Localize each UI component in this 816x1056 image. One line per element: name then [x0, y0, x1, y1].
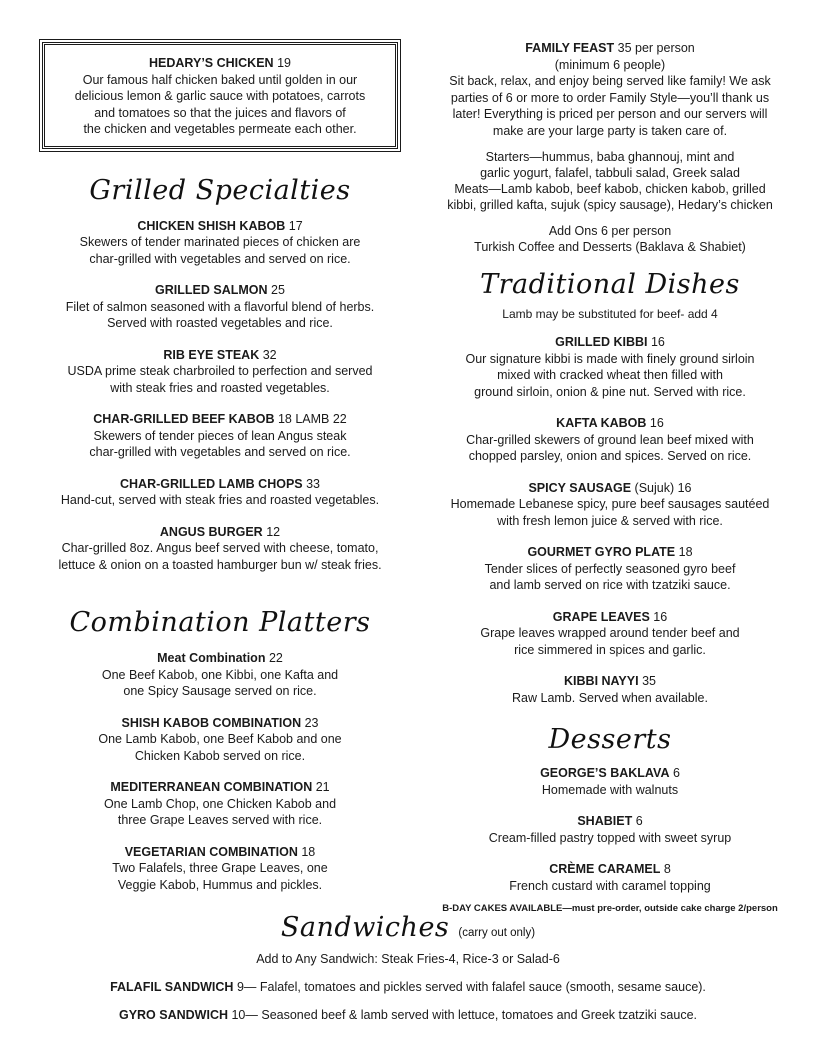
menu-item	[40, 282, 400, 332]
menu-item	[40, 844, 400, 894]
menu-item	[40, 476, 400, 509]
menu-item-description: Char-grilled 8oz. Angus beef served with cheese, tomato, lettuce & onion on a toasted hamburger bun w/ steak fries.	[58, 541, 382, 572]
menu-item-name: VEGETARIAN COMBINATION	[124, 844, 298, 859]
menu-item	[420, 334, 800, 400]
right-column	[420, 40, 800, 916]
menu-item-price: 16	[649, 416, 664, 430]
menu-item-name: GRILLED SALMON	[155, 283, 268, 297]
family-feast-description: Sit back, relax, and enjoy being served like family! We ask parties of 6 or more to order Family Style—you’ll thank us later! Everything is priced per person and our servers will make are your large party is taken care of.	[449, 74, 771, 138]
menu-item-price: 16	[653, 609, 668, 624]
menu-item-description: Two Falafels, three Grape Leaves, one Veggie Kabob, Hummus and pickles.	[112, 861, 328, 892]
menu-item-price: 16	[650, 335, 665, 349]
menu-item-description: Cream-filled pastry topped with sweet syrup	[488, 830, 732, 845]
family-feast-price: 35 per person	[617, 41, 695, 55]
sandwich-item-description: 10— Seasoned beef & lamb served with lettuce, tomatoes and Greek tzatziki sauce.	[231, 1008, 698, 1022]
menu-item-description: Char-grilled skewers of ground lean beef mixed with chopped parsley, onion and spices. Served on rice.	[466, 432, 754, 463]
menu-item-name: CHAR-GRILLED BEEF KABOB	[93, 412, 275, 426]
menu-item	[420, 861, 800, 894]
menu-item-description: Homemade with walnuts	[541, 782, 679, 797]
featured-item-name: HEDARY’S CHICKEN	[149, 56, 274, 70]
menu-item-name: CHAR-GRILLED LAMB CHOPS	[119, 476, 303, 491]
menu-item-description: Tender slices of perfectly seasoned gyro beef and lamb served on rice with tzatziki sauce.	[484, 561, 736, 592]
family-feast-name: FAMILY FEAST	[525, 41, 615, 55]
section-heading-grilled: Grilled Specialties	[89, 174, 351, 206]
menu-item-description: USDA prime steak charbroiled to perfection and served with steak fries and roasted vegetables.	[67, 364, 373, 395]
section-heading-combination: Combination Platters	[69, 607, 371, 638]
menu-item-price: 6	[635, 814, 643, 828]
menu-item-price: 33	[306, 476, 321, 491]
menu-item-name: SHISH KABOB COMBINATION	[121, 715, 302, 730]
menu-item-description: One Beef Kabob, one Kibbi, one Kafta and one Spicy Sausage served on rice.	[101, 667, 339, 698]
featured-item-box	[42, 42, 398, 149]
menu-item-price: 22	[268, 651, 283, 665]
menu-item	[420, 765, 800, 798]
section-heading-desserts: Desserts	[548, 724, 672, 755]
menu-item-description: One Lamb Kabob, one Beef Kabob and one Chicken Kabob served on rice.	[98, 732, 342, 763]
section-heading-sandwiches	[40, 912, 776, 943]
menu-item-price: 18	[678, 545, 693, 559]
menu-item	[420, 609, 800, 659]
grilled-items-list	[40, 218, 400, 574]
menu-item	[40, 650, 400, 700]
menu-item-name: KAFTA KABOB	[556, 416, 647, 430]
combination-items-list	[40, 650, 400, 893]
menu-item-description: Our signature kibbi is made with finely ground sirloin mixed with cracked wheat then filled with ground sirloin, onion & pine nut. Served with rice.	[465, 351, 755, 399]
menu-item-name: RIB EYE STEAK	[163, 347, 260, 362]
featured-item-description: Our famous half chicken baked until golden in our delicious lemon & garlic sauce with potatoes, carrots and tomatoes so that the juices and flavors of the chicken and vegetables permeate each other.	[74, 72, 366, 136]
menu-item-name: Meat Combination	[157, 651, 266, 665]
menu-item-name: KIBBI NAYYI	[564, 674, 639, 688]
sandwich-item-description: 9— Falafel, tomatoes and pickles served with falafel sauce (smooth, sesame sauce).	[236, 980, 706, 994]
sandwich-item	[40, 1007, 776, 1023]
sandwich-item-name: GYRO SANDWICH	[118, 1008, 228, 1022]
menu-item-price: 17	[288, 218, 303, 233]
menu-item	[420, 673, 800, 706]
menu-item	[420, 415, 800, 465]
menu-item-price: 18 LAMB 22	[277, 412, 347, 426]
sandwiches-title: Sandwiches	[280, 912, 450, 943]
menu-item-price: 32	[262, 347, 277, 362]
menu-item-name: CHICKEN SHISH KABOB	[137, 218, 286, 233]
menu-item-description: Filet of salmon seasoned with a flavorful blend of herbs. Served with roasted vegetables and rice.	[65, 299, 375, 330]
menu-item-price: 6	[672, 766, 680, 780]
menu-item	[40, 524, 400, 574]
menu-item-description: French custard with caramel topping	[509, 878, 711, 893]
menu-item	[40, 347, 400, 397]
menu-item-price: 16	[677, 480, 692, 495]
featured-item-price: 19	[277, 56, 291, 70]
menu-item-name: ANGUS BURGER	[159, 524, 263, 539]
family-feast-addons: Add Ons 6 per person Turkish Coffee and Desserts (Baklava & Shabiet)	[474, 224, 746, 254]
sandwich-item-name: FALAFIL SANDWICH	[110, 980, 234, 994]
menu-item-name: CRÈME CARAMEL	[549, 862, 661, 876]
menu-item	[420, 480, 800, 530]
menu-item-price: 8	[663, 862, 671, 876]
traditional-note: Lamb may be substituted for beef- add 4	[502, 307, 718, 321]
menu-item-name: MEDITERRANEAN COMBINATION	[110, 780, 313, 794]
menu-item-price: 25	[271, 283, 285, 297]
menu-item	[40, 715, 400, 765]
menu-item	[40, 779, 400, 829]
menu-item	[40, 411, 400, 461]
traditional-items-list	[420, 334, 800, 706]
menu-item-name: GOURMET GYRO PLATE	[527, 545, 676, 559]
menu-item-price: 23	[304, 715, 319, 730]
menu-item-price: 21	[315, 780, 330, 794]
menu-item-price: 18	[301, 844, 316, 859]
menu-item-description: Raw Lamb. Served when available.	[512, 690, 708, 705]
menu-item-name: GRAPE LEAVES	[552, 609, 650, 624]
menu-item-name: SPICY SAUSAGE	[528, 480, 632, 495]
bday-cakes-note: B-DAY CAKES AVAILABLE—must pre-order, outside cake charge 2/person	[442, 903, 778, 914]
menu-item	[420, 544, 800, 594]
menu-item-subname: (Sujuk)	[634, 480, 675, 495]
menu-item-description: One Lamb Chop, one Chicken Kabob and three Grape Leaves served with rice.	[103, 796, 337, 827]
menu-item	[420, 813, 800, 846]
section-heading-traditional: Traditional Dishes	[480, 269, 740, 300]
sandwich-addons: Add to Any Sandwich: Steak Fries-4, Rice-3 or Salad-6	[256, 952, 560, 966]
menu-item-price: 12	[266, 524, 281, 539]
menu-item-description: Homemade Lebanese spicy, pure beef sausages sautéed with fresh lemon juice & served with rice.	[450, 497, 770, 528]
menu-item-name: GEORGE’S BAKLAVA	[540, 766, 670, 780]
menu-item-description: Hand-cut, served with steak fries and roasted vegetables.	[60, 493, 380, 507]
menu-item-description: Skewers of tender marinated pieces of chicken are char-grilled with vegetables and served on rice.	[79, 235, 361, 266]
menu-item-description: Skewers of tender pieces of lean Angus steak char-grilled with vegetables and served on rice.	[89, 428, 351, 459]
menu-item-price: 35	[642, 674, 656, 688]
sandwiches-subtitle: (carry out only)	[458, 927, 536, 939]
family-feast-courses: Starters—hummus, baba ghannouj, mint and garlic yogurt, falafel, tabbuli salad, Greek salad Meats—Lamb kabob, beef kabob, chicken kabob, grilled kibbi, grilled kafta, sujuk (spicy sausage), Hedary’s chicken	[447, 150, 773, 212]
menu-item-description: Grape leaves wrapped around tender beef and rice simmered in spices and garlic.	[480, 626, 740, 657]
menu-item	[40, 218, 400, 268]
sandwich-item	[40, 979, 776, 995]
sandwiches-section	[40, 912, 776, 1035]
family-feast-minimum: (minimum 6 people)	[554, 57, 666, 72]
family-feast	[420, 40, 800, 139]
menu-item-name: SHABIET	[577, 814, 633, 828]
menu-item-name: GRILLED KIBBI	[555, 335, 648, 349]
left-column	[40, 38, 400, 908]
desserts-items-list	[420, 765, 800, 894]
